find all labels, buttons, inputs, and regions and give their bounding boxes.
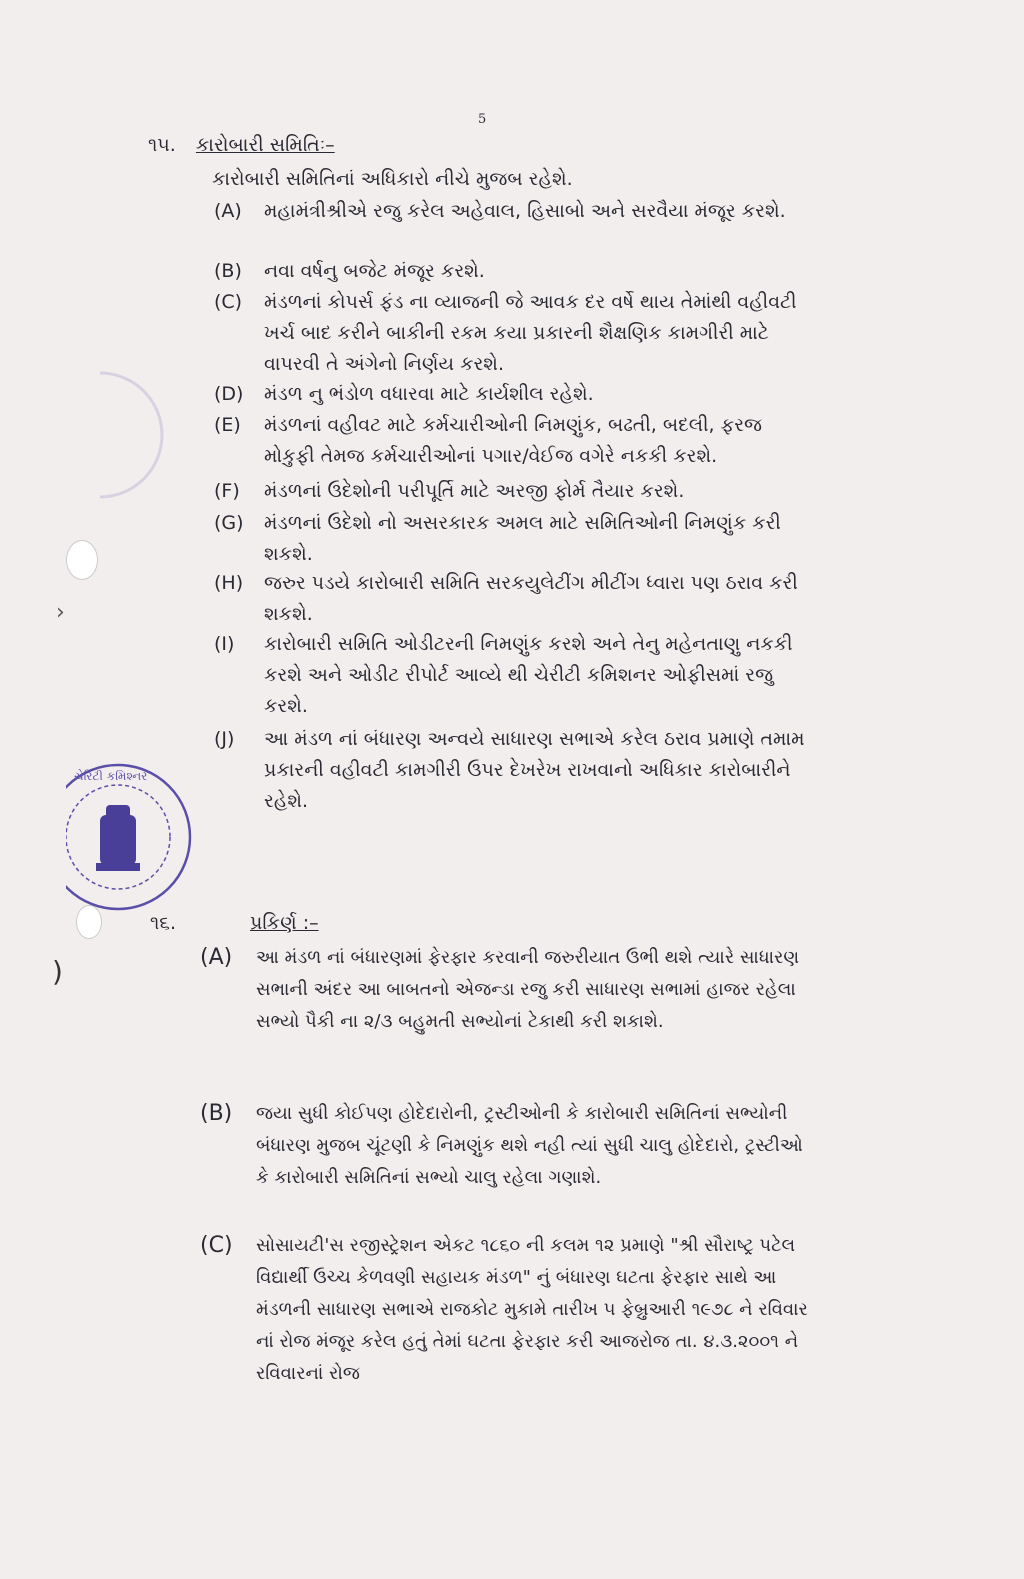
- item-label: (A): [200, 945, 233, 970]
- list-item: [214, 508, 814, 570]
- item-text: આ મંડળ નાં બંધારણ અન્વયે સાધારણ સભાએ કરેલ ઠરાવ પ્રમાણે તમામ પ્રકારની વહીવટી કામગીરી ઉપર દેખરેખ રાખવાનો અધિકાર કારોબારીને રહેશે.: [264, 728, 805, 812]
- item-label: (I): [214, 633, 235, 655]
- item-label: (B): [200, 1101, 233, 1126]
- list-item: [214, 287, 814, 380]
- item-text: સોસાયટી'સ રજીસ્ટ્રેશન એકટ ૧૮૬૦ ની કલમ ૧૨ પ્રમાણે "શ્રી સૌરાષ્ટ્ર પટેલ વિદ્યાર્થી ઉચ્ચ કેળવણી સહાયક મંડળ" નું બંધારણ ઘટતા ફેરફાર સાથે આ મંડળની સાધારણ સભાએ રાજકોટ મુકામે તારીખ ૫ ફેબ્રુઆરી ૧૯૭૮ ને રવિવાર નાં રોજ મંજૂર કરેલ હતું તેમાં ઘટતા ફેરફાર કરી આજરોજ તા. ૪.૩.૨૦૦૧ ને રવિવારનાં રોજ: [256, 1235, 808, 1384]
- list-item: [214, 476, 814, 507]
- section-15-number: ૧૫.: [148, 134, 176, 156]
- section-16-number: ૧૬.: [150, 912, 176, 934]
- section-16-title: પ્રકિર્ણ :–: [250, 912, 319, 934]
- item-label: (H): [214, 572, 244, 594]
- item-text: મંડળનાં ઉદેશોની પરીપૂર્તિ માટે અરજી ફોર્મ તૈયાર કરશે.: [264, 480, 685, 502]
- punch-hole: [66, 540, 98, 580]
- item-text: જયા સુધી કોઈપણ હોદેદારોની, ટ્રસ્ટીઓની કે કારોબારી સમિતિનાં સભ્યોની બંધારણ મુજબ ચૂંટણી કે નિમણુંક થશે નહી ત્યાં સુધી ચાલુ હોદેદારો, ટ્રસ્ટીઓ કે કારોબારી સમિતિનાં સભ્યો ચાલુ રહેલા ગણાશે.: [256, 1103, 803, 1188]
- item-label: (E): [214, 414, 241, 436]
- section-15-title: કારોબારી સમિતિઃ–: [195, 134, 335, 156]
- item-label: (F): [214, 480, 240, 502]
- list-item: [214, 629, 814, 722]
- list-item: [214, 724, 814, 817]
- item-text: જરુર પડયે કારોબારી સમિતિ સરકયુલેટીંગ મીટીંગ ધ્વારા પણ ઠરાવ કરી શકશે.: [264, 572, 798, 625]
- item-text: આ મંડળ નાં બંધારણમાં ફેરફાર કરવાની જરુરીયાત ઉભી થશે ત્યારે સાધારણ સભાની અંદર આ બાબતનો એજન્ડા રજુ કરી સાધારણ સભામાં હાજર રહેલા સભ્યો પૈકી ના ૨/૩ બહુમતી સભ્યોનાં ટેકાથી કરી શકાશે.: [256, 947, 800, 1032]
- list-item: [200, 1098, 816, 1194]
- item-label: (C): [214, 291, 243, 313]
- item-text: મંડળનાં વહીવટ માટે કર્મચારીઓની નિમણુંક, બઢતી, બદલી, ફરજ મોકુફી તેમજ કર્મચારીઓનાં પગાર/વેઈજ વગેરે નકકી કરશે.: [264, 414, 762, 467]
- list-item: [214, 410, 814, 472]
- item-text: મહામંત્રીશ્રીએ રજુ કરેલ અહેવાલ, હિસાબો અને સરવૈયા મંજૂર કરશે.: [264, 200, 786, 222]
- item-text: મંડળનાં ઉદેશો નો અસરકારક અમલ માટે સમિતિઓની નિમણુંક કરી શકશે.: [264, 512, 781, 565]
- section-15-intro: કારોબારી સમિતિનાં અધિકારો નીચે મુજબ રહેશે.: [212, 168, 573, 190]
- list-item: [214, 568, 814, 630]
- item-text: મંડળનાં કોપર્સ ફંડ ના વ્યાજની જે આવક દર વર્ષે થાય તેમાંથી વહીવટી ખર્ચ બાદ કરીને બાકીની રકમ કયા પ્રકારની શૈક્ષણિક કામગીરી માટે વાપરવી તે અંગેનો નિર્ણય કરશે.: [264, 291, 797, 375]
- item-label: (C): [200, 1233, 233, 1258]
- list-item: [214, 256, 814, 287]
- margin-mark: ): [52, 955, 63, 988]
- margin-mark: ›: [56, 600, 65, 625]
- item-label: (B): [214, 260, 242, 282]
- list-item: [200, 942, 816, 1038]
- list-item: [214, 196, 814, 227]
- seal-text: ચેરિટી કમિશ્નર: [74, 769, 148, 783]
- item-text: મંડળ નુ ભંડોળ વધારવા માટે કાર્યશીલ રહેશે.: [264, 383, 594, 405]
- list-item: [200, 1230, 816, 1390]
- item-label: (D): [214, 383, 244, 405]
- official-seal-icon: [66, 745, 196, 930]
- item-text: કારોબારી સમિતિ ઓડીટરની નિમણુંક કરશે અને તેનુ મહેનતાણુ નકકી કરશે અને ઓડીટ રીપોર્ટ આવ્યે થી ચેરીટી કમિશનર ઓફીસમાં રજુ કરશે.: [264, 633, 793, 717]
- faded-stamp-icon: [100, 360, 170, 510]
- section-15-heading: [148, 134, 335, 156]
- page-number: 5: [478, 112, 487, 127]
- item-label: (A): [214, 200, 242, 222]
- list-item: [214, 379, 814, 410]
- item-label: (J): [214, 728, 235, 750]
- item-text: નવા વર્ષનુ બજેટ મંજૂર કરશે.: [264, 260, 485, 282]
- item-label: (G): [214, 512, 244, 534]
